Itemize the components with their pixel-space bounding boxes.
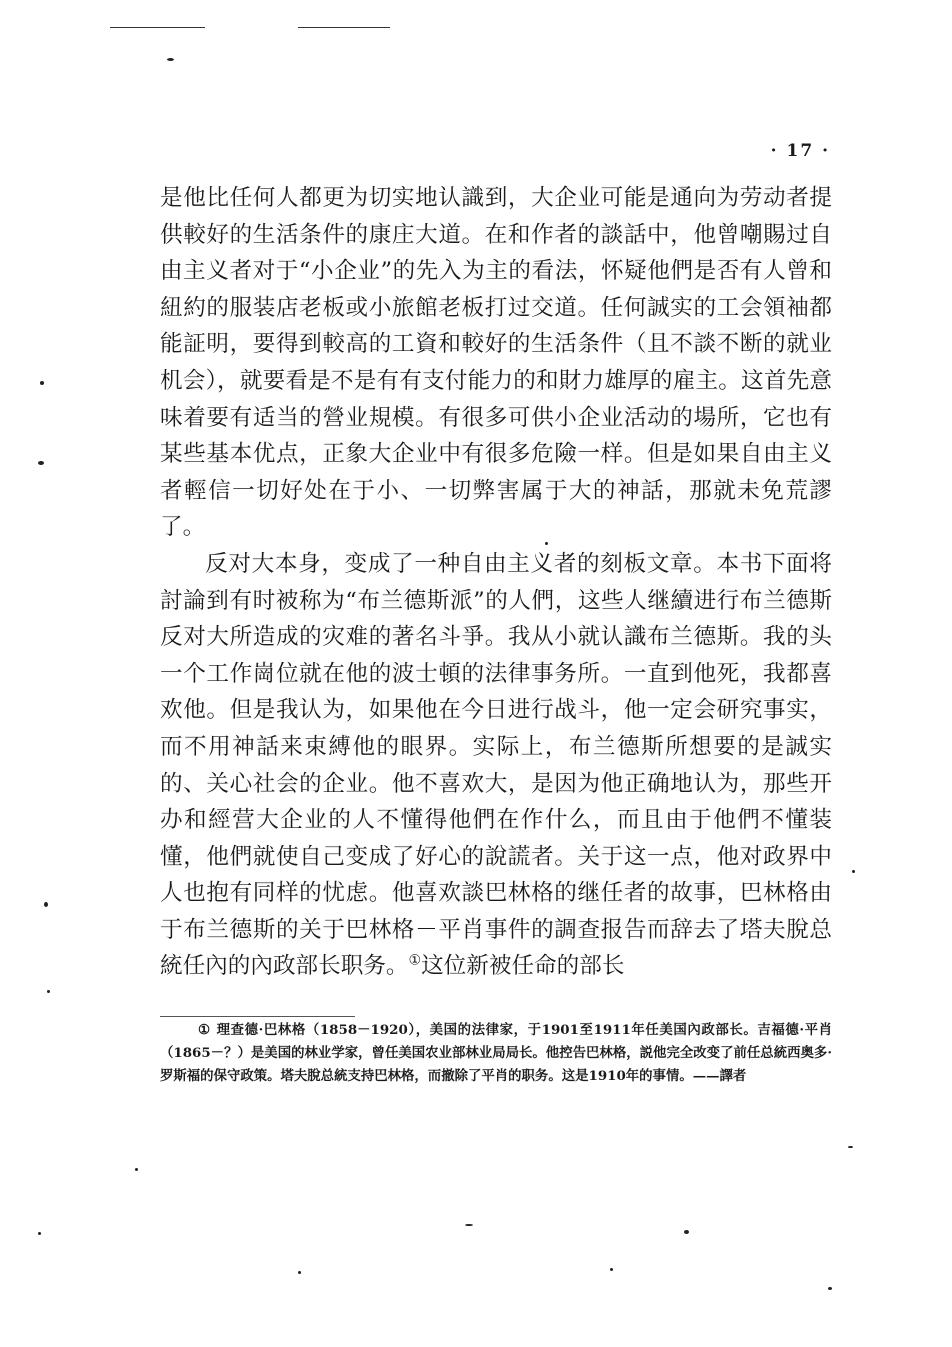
scan-speck: [610, 1268, 613, 1271]
footnote: [160, 1019, 832, 1088]
scan-speck: [848, 1146, 853, 1148]
footnote-text: 理查德·巴林格（1858－1920），美国的法律家，于1901至1911年任美国內政部长。吉福德·平肖（1865－？）是美国的林业学家，曾任美国农业部林业局局长。他控告巴林格，説他完全改变了前任总統西奥多·罗斯福的保守政策。塔夫脫总統支持巴林格，而撤除了平肖的职务。这是1910年的事情。——譯者: [160, 1022, 832, 1084]
scan-speck: [38, 1232, 41, 1235]
scan-speck: [38, 461, 44, 465]
footnote-mark: ①: [198, 1022, 211, 1038]
paragraph-text: 反对大本身，变成了一种自由主义者的刻板文章。本书下面将討論到有时被称为“布兰德斯派”的人們，这些人继續进行布兰德斯反对大所造成的灾难的著名斗爭。我从小就认識布兰德斯。我的头一个工作崗位就在他的波士頓的法律事务所。一直到他死，我都喜欢他。但是我认为，如果他在今日进行战斗，他一定会研究事实，而不用神話来束縛他的眼界。实际上，布兰德斯所想要的是誠实的、关心社会的企业。他不喜欢大，是因为他正确地认为，那些开办和經营大企业的人不懂得他們在作什么，而且由于他們不懂装懂，他們就使自己变成了好心的說謊者。关于这一点，他对政界中人也抱有同样的忧虑。他喜欢談巴林格的继任者的故事，巴林格由于布兰德斯的关于巴林格－平肖事件的調查报告而辞去了塔夫脫总統任內的內政部长职务。: [160, 550, 832, 980]
scan-speck: [44, 902, 48, 907]
footnote-reference: ①: [408, 952, 422, 969]
scan-speck: [135, 1168, 138, 1171]
top-rule-right: [298, 27, 390, 28]
main-text: [160, 180, 832, 985]
top-rule-left: [110, 27, 205, 28]
scan-speck: [545, 542, 548, 545]
scan-speck: [47, 990, 50, 993]
page-number: · 17 ·: [770, 141, 830, 161]
scan-speck: [465, 1224, 473, 1226]
paragraph-tail: 这位新被任命的部长: [421, 953, 625, 980]
scan-speck: [852, 870, 855, 873]
scan-speck: [828, 1287, 832, 1290]
footnote-divider: [160, 1016, 355, 1017]
scan-speck: [40, 381, 44, 385]
scan-speck: [684, 1230, 689, 1234]
paragraph: 是他比任何人都更为切实地认識到，大企业可能是通向为劳动者提供較好的生活条件的康庄大道。在和作者的談話中，他曾嘲賜过自由主义者对于“小企业”的先入为主的看法，怀疑他們是否有人曾和紐約的服装店老板或小旅館老板打过交道。任何誠实的工会領袖都能証明，要得到較高的工資和較好的生活条件（且不談不断的就业机会），就要看是不是有有支付能力的和財力雄厚的雇主。这首先意味着要有适当的營业規模。有很多可供小企业活动的場所，它也有某些基本优点，正象大企业中有很多危險一样。但是如果自由主义者輕信一切好处在于小、一切弊害属于大的神話，那就未免荒謬了。: [160, 185, 832, 541]
paragraph: [160, 546, 832, 985]
scan-speck: [167, 58, 174, 61]
scan-speck: [298, 1271, 301, 1274]
